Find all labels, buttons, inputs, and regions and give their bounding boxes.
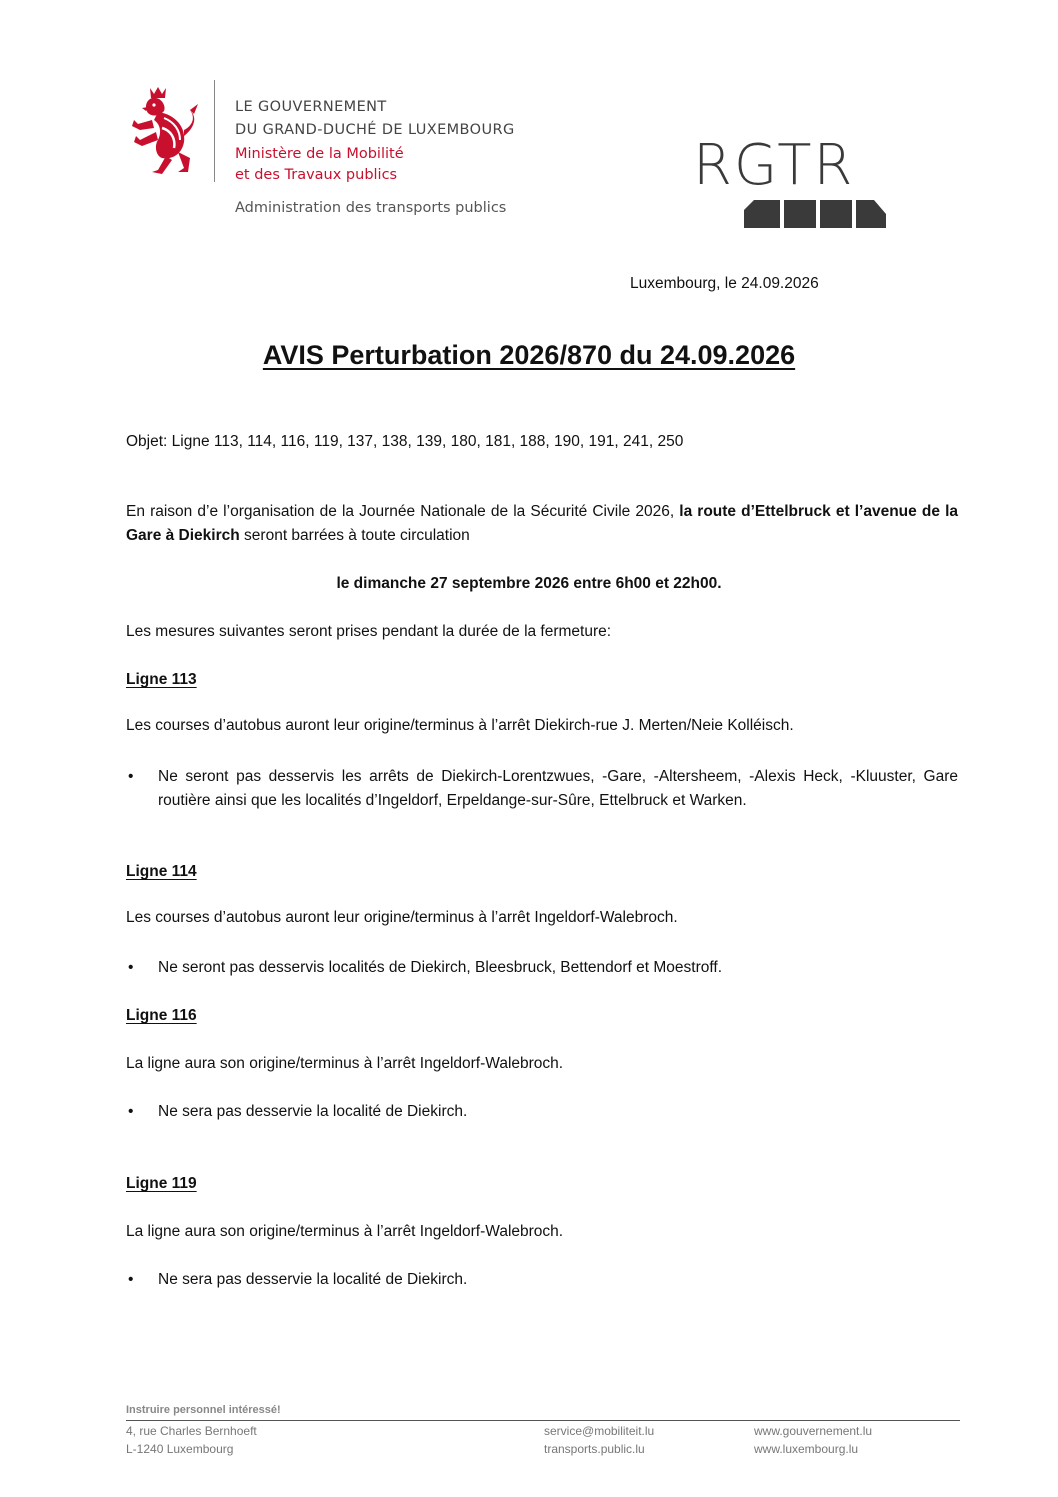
closure-date: le dimanche 27 septembre 2026 entre 6h00 et 22h00. (336, 575, 722, 592)
page-title: AVIS Perturbation 2026/870 du 24.09.2026 (262, 340, 796, 370)
section-paragraph-ligne-113: Les courses d’autobus auront leur origine/terminus à l’arrêt Diekirch-rue J. Merten/Neie Kolléisch. (126, 717, 794, 734)
footer-transports-link[interactable]: transports.public.lu (544, 1442, 645, 1456)
intro-closed-roads: la route d’Ettelbruck et l’avenue de la Gare à Diekirch (126, 503, 958, 544)
section-bullet-ligne-113: Ne seront pas desservis les arrêts de Diekirch-Lorentzwues, -Gare, -Altersheem, -Alexis Heck, -Kluuster, Gare routière ainsi que les localités d’Ingeldorf, Erpeldange-sur-Sûre, Ettelbruck et Warken. (158, 768, 958, 809)
rgtr-logo-bar-icon (744, 200, 886, 228)
section-paragraph-ligne-116: La ligne aura son origine/terminus à l’arrêt Ingeldorf-Walebroch. (126, 1055, 564, 1072)
footer-email-link[interactable]: service@mobiliteit.lu (544, 1424, 655, 1438)
government-name-line2: DU GRAND-DUCHÉ DE LUXEMBOURG (235, 122, 515, 138)
measures-intro: Les mesures suivantes seront prises pendant la durée de la fermeture: (126, 623, 612, 640)
intro-text-part1: En raison d’e l’organisation de la Journée Nationale de la Sécurité Civile 2026, (126, 503, 680, 520)
luxembourg-red-lion-logo (128, 84, 200, 176)
ministry-name-line2: et des Travaux publics (235, 167, 398, 183)
section-heading-ligne-113: Ligne 113 (126, 671, 197, 688)
footer-address-street: 4, rue Charles Bernhoeft (126, 1424, 257, 1438)
ministry-name-line1: Ministère de la Mobilité (235, 146, 404, 162)
intro-text-part2: seront barrées à toute circulation (239, 527, 470, 544)
section-bullet-ligne-114: Ne seront pas desservis localités de Diekirch, Bleesbruck, Bettendorf et Moestroff. (158, 959, 723, 976)
government-name-line1: LE GOUVERNEMENT (235, 99, 387, 115)
footer-gouvernement-link[interactable]: www.gouvernement.lu (754, 1424, 873, 1438)
rgtr-logo-text: RGTR (693, 133, 855, 198)
section-heading-ligne-116: Ligne 116 (126, 1007, 197, 1024)
bullet-icon: • (128, 768, 134, 785)
section-bullet-ligne-116: Ne sera pas desservie la localité de Diekirch. (158, 1103, 468, 1120)
section-paragraph-ligne-114: Les courses d’autobus auront leur origine/terminus à l’arrêt Ingeldorf-Walebroch. (126, 909, 678, 926)
footer-luxembourg-link[interactable]: www.luxembourg.lu (754, 1442, 859, 1456)
administration-name: Administration des transports publics (235, 200, 507, 216)
intro-paragraph (126, 500, 958, 548)
document-date: Luxembourg, le 24.09.2026 (630, 275, 819, 292)
footer-address-city: L-1240 Luxembourg (126, 1442, 234, 1456)
footer-note: Instruire personnel intéressé! (126, 1404, 281, 1416)
section-heading-ligne-114: Ligne 114 (126, 863, 197, 880)
footer-divider (126, 1420, 960, 1421)
section-paragraph-ligne-119: La ligne aura son origine/terminus à l’arrêt Ingeldorf-Walebroch. (126, 1223, 564, 1240)
bullet-icon: • (128, 959, 134, 976)
bullet-icon: • (128, 1103, 134, 1120)
bullet-icon: • (128, 1271, 134, 1288)
header-divider (214, 80, 215, 182)
subject-line: Objet: Ligne 113, 114, 116, 119, 137, 138, 139, 180, 181, 188, 190, 191, 241, 250 (126, 433, 684, 450)
section-bullet-ligne-119: Ne sera pas desservie la localité de Diekirch. (158, 1271, 468, 1288)
section-heading-ligne-119: Ligne 119 (126, 1175, 197, 1192)
